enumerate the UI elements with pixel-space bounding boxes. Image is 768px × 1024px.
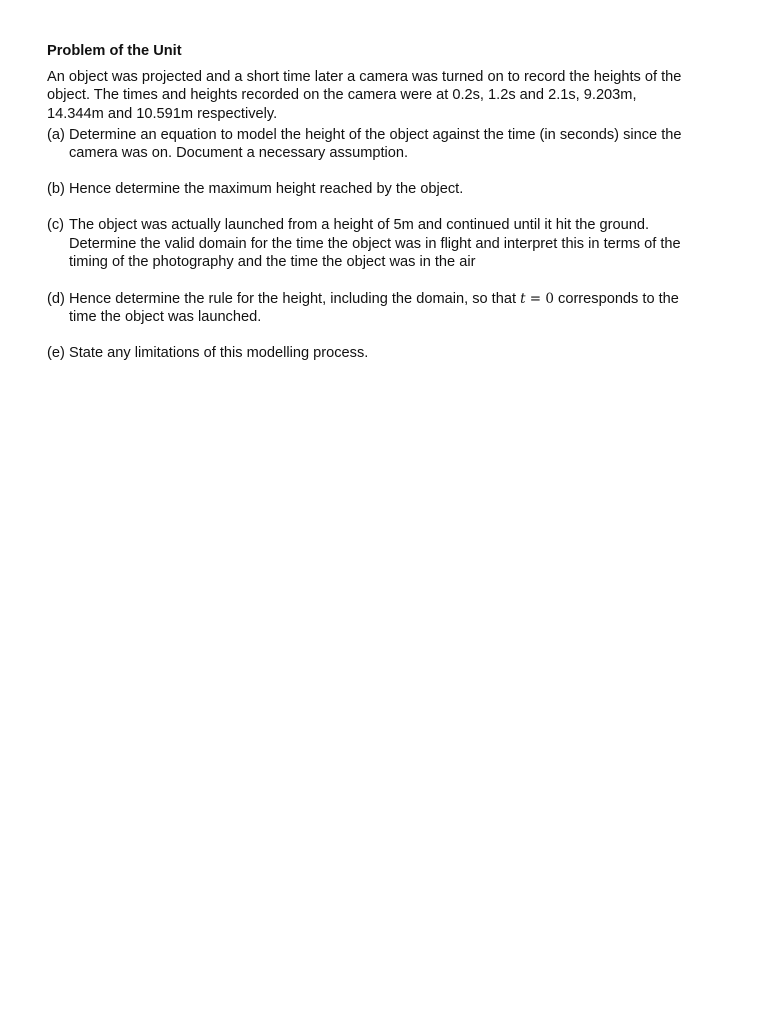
document-page (47, 42, 737, 363)
part-c-line-1: The object was actually launched from a height of 5m and continued until it hit the ground. (69, 217, 650, 234)
intro-line-3: 14.344m and 10.591m respectively. (47, 105, 278, 122)
part-label-a: (a) (47, 126, 65, 143)
part-a-line-2: camera was on. Document a necessary assumption. (69, 145, 409, 162)
part-label-d: (d) (47, 291, 65, 308)
part-a-line-1: Determine an equation to model the height of the object against the time (in seconds) since the (69, 126, 682, 143)
question-part-b (47, 180, 737, 198)
part-c-line-3: timing of the photography and the time the object was in the air (69, 253, 476, 270)
part-d-text-before: Hence determine the rule for the height, including the domain, so that (69, 291, 521, 308)
part-c-line-2: Determine the valid domain for the time the object was in flight and interpret this in terms of the (69, 235, 681, 252)
question-part-c (47, 216, 737, 271)
intro-line-1: An object was projected and a short time later a camera was turned on to record the heights of the (47, 69, 682, 86)
page-title: Problem of the Unit (47, 43, 182, 59)
part-d-text-after: corresponds to the (553, 291, 679, 308)
part-b-line-1: Hence determine the maximum height reached by the object. (69, 181, 464, 198)
part-d-line-2: time the object was launched. (69, 309, 262, 326)
part-label-c: (c) (47, 217, 65, 234)
part-label-e: (e) (47, 345, 65, 362)
part-e-line-1: State any limitations of this modelling process. (69, 345, 369, 362)
math-equals-zero: = 0 (525, 291, 554, 308)
intro-paragraph (47, 68, 737, 123)
math-variable-t: t (520, 291, 526, 308)
question-part-d (47, 290, 737, 326)
part-d-line-1 (69, 290, 737, 308)
intro-line-2: object. The times and heights recorded on the camera were at 0.2s, 1.2s and 2.1s, 9.203m, (47, 87, 637, 104)
question-part-a (47, 126, 737, 162)
part-label-b: (b) (47, 181, 65, 198)
question-part-e (47, 344, 737, 362)
